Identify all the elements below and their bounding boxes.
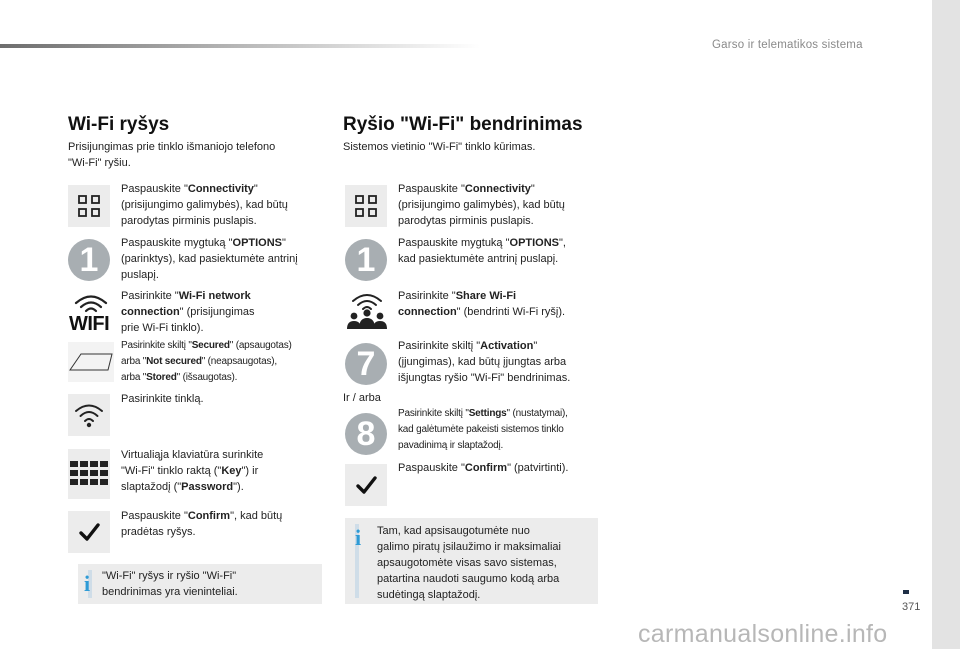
info-icon: i [84,571,91,596]
keyboard-box [68,449,110,499]
secured-tab-icon [68,342,114,382]
step-number-1-right: 1 [345,239,387,281]
step-number-1: 1 [68,239,110,281]
parallelogram-icon [68,342,114,382]
grid-icon [68,185,110,227]
info-icon: i [355,525,362,550]
wifi-icon [68,394,110,436]
page-section-title: Garso ir telematikos sistema [712,39,863,51]
wifi-network-icon [68,291,114,333]
left-intro [68,139,275,171]
wifi-share-icon [345,289,389,333]
left-step-1-text: Paspauskite "Connectivity" (prisijungimo galimybės), kad būtų parodytas pirminis puslapis. [121,183,288,227]
keyboard-icon [68,449,110,499]
right-info-note [345,518,598,604]
left-step-5-text: Pasirinkite tinklą. [121,393,204,405]
grid-icon [345,185,387,227]
left-step-7-text: Paspauskite "Confirm", kad būtų pradėtas ryšys. [121,510,283,538]
page-number: 371 [902,601,921,613]
left-note-text: "Wi-Fi" ryšys ir ryšio "Wi-Fi" bendrinimas yra vieninteliai. [102,570,238,598]
check-icon [68,511,110,553]
left-intro-line: Prisijungimas prie tinklo išmaniojo telefono [68,141,276,153]
right-step-4-text: Pasirinkite skiltį "Activation" (įjungimas), kad būtų įjungtas arba išjungtas ryšio "Wi-Fi" bendrinimas. [398,340,571,384]
confirm-box [68,511,110,553]
left-title: Wi-Fi ryšys [68,114,170,135]
right-step-6-text: Paspauskite "Confirm" (patvirtinti). [398,462,569,474]
right-step-3-text: Pasirinkite "Share Wi-Fi connection" (bendrinti Wi-Fi ryšį). [398,290,566,318]
right-intro: Sistemos vietinio "Wi-Fi" tinklo kūrimas. [343,141,536,153]
right-step-2-text: Paspauskite mygtuką "OPTIONS", kad pasiektumėte antrinį puslapį. [398,237,566,265]
watermark[interactable]: carmanualsonline.info [638,620,888,648]
page-marker [903,590,909,594]
right-note-text: Tam, kad apsisaugotumėte nuo galimo piratų įsilaužimo ir maksimaliai apsaugotomėte visas savo sistemas, patartina naudoti saugumo kodą arba sudėtingą slaptažodį. [377,525,561,601]
left-step-3-text: Pasirinkite "Wi-Fi network connection" (prisijungimas prie Wi-Fi tinklo). [121,290,255,334]
share-wifi-box [345,289,389,333]
connectivity-icon-right [345,185,387,227]
step-number-7: 7 [345,343,387,385]
side-tab [932,0,960,649]
left-step-4-text: Pasirinkite skiltį "Secured" (apsaugotas) arba "Not secured" (neapsaugotas), arba "Stored" (išsaugotas). [121,340,292,383]
select-network-box [68,394,110,436]
right-step-5-text: Pasirinkite skiltį "Settings" (nustatymai), kad galėtumėte pakeisti sistemos tinklo pavadinimą ir slaptažodį. [398,408,568,451]
left-info-note [78,564,322,604]
left-step-2-text: Paspauskite mygtuką "OPTIONS" (parinktys), kad pasiektumėte antrinį puslapį. [121,237,298,281]
connectivity-icon [68,185,110,227]
check-icon [345,464,387,506]
wifi-arcs-icon [68,291,114,315]
header-gradient-bar [0,44,480,48]
confirm-box-right [345,464,387,506]
wifi-label: WIFI [69,313,110,335]
right-title: Ryšio "Wi-Fi" bendrinimas [343,114,583,135]
step-number-8: 8 [345,413,387,455]
left-step-6-text: Virtualiąja klaviatūra surinkite "Wi-Fi" tinklo raktą ("Key") ir slaptažodį ("Password"). [121,449,264,493]
or-label: Ir / arba [343,392,381,404]
right-step-1-text: Paspauskite "Connectivity" (prisijungimo galimybės), kad būtų parodytas pirminis puslapis. [398,183,565,227]
left-intro-line: "Wi-Fi" ryšiu. [68,157,131,169]
